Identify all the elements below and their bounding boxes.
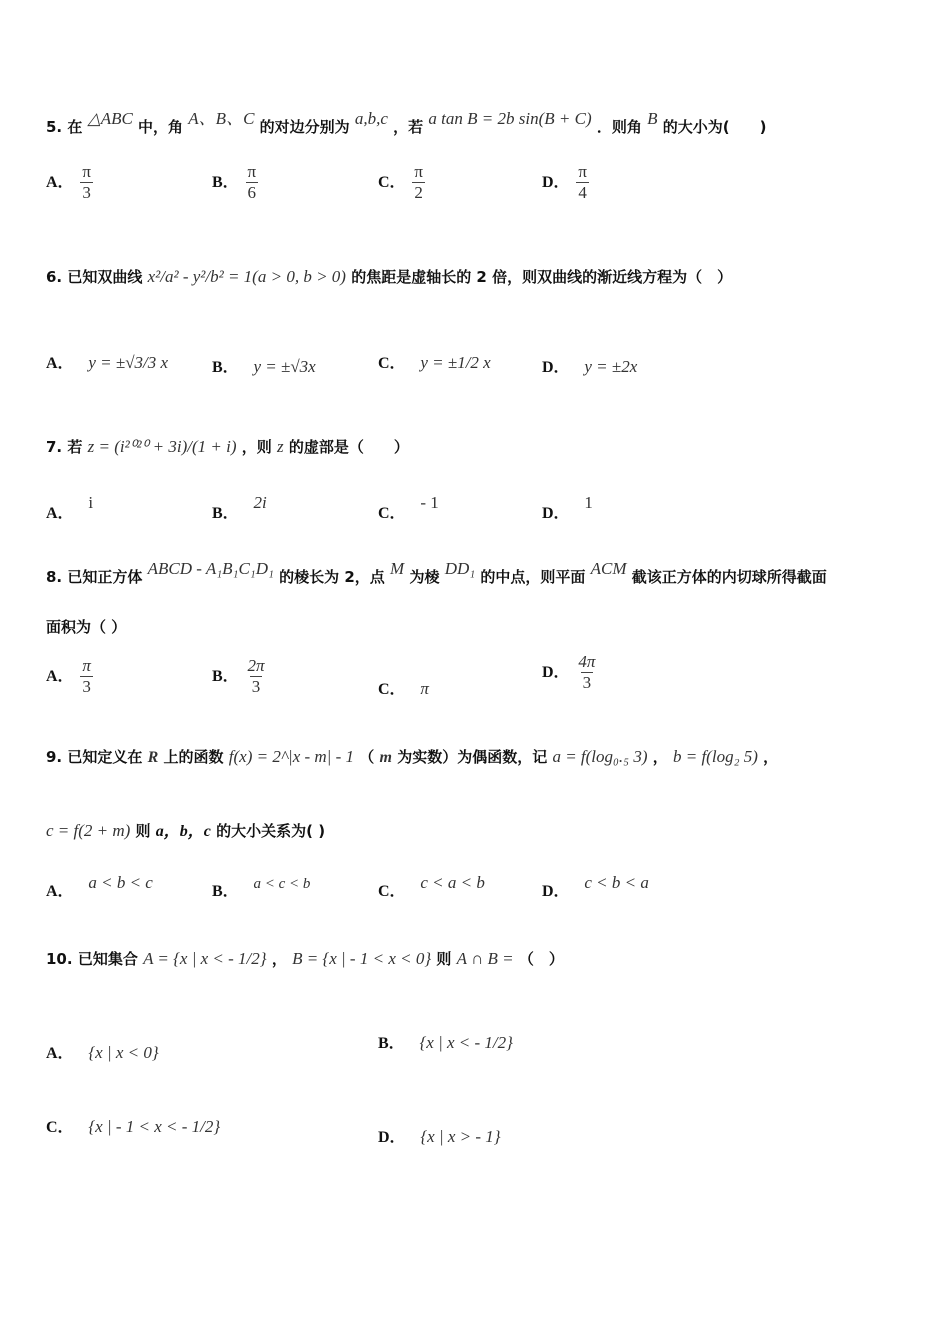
question-number: 5. — [46, 118, 63, 136]
question-number: 7. — [46, 438, 63, 456]
question-number: 6. — [46, 268, 63, 286]
option-d[interactable]: D． {x | x > - 1} — [378, 1127, 501, 1146]
option-c[interactable]: C． c < a < b — [378, 873, 485, 900]
option-d[interactable]: D． $\frac{4\pi}{3}$ — [542, 652, 596, 692]
question-9: 9. 已知定义在 R 上的函数 f(x) = 2^|x - m| - 1 （ m 为实数）为偶函数，记 a = f(log₀.₅ 3) ， b = f(log₂ 5) ， — [46, 747, 779, 766]
option-c[interactable]: C． y = ±1/2 x — [378, 353, 491, 372]
option-a[interactable]: A． i — [46, 493, 94, 522]
option-c[interactable]: C． π — [378, 679, 429, 698]
question-8-continued: 面积为（ ） — [46, 618, 127, 636]
question-7: 7. 若 z = (i²⁰²⁰ + 3i)/(1 + i) ，则 z 的虚部是（ ） — [46, 437, 409, 456]
option-c[interactable]: C． {x | - 1 < x < - 1/2} — [46, 1117, 221, 1136]
question-5: 5. 在 △ABC 中，角 A、B、C 的对边分别为 a,b,c ，若 a tan B = 2b sin(B + C) ．则角 B 的大小为( ) — [46, 109, 767, 136]
option-b[interactable]: B． a < c < b — [212, 876, 311, 900]
option-a[interactable]: A． y = ±√3/3 x — [46, 353, 169, 372]
option-c[interactable]: C． $\frac{\pi}{2}$ — [378, 162, 423, 202]
option-d[interactable]: D． $\frac{\pi}{4}$ — [542, 162, 587, 202]
question-number: 10. — [46, 950, 73, 968]
option-a[interactable]: A． {x | x < 0} — [46, 1043, 159, 1062]
question-number: 9. — [46, 748, 63, 766]
option-a[interactable]: A． $\frac{\pi}{3}$ — [46, 162, 91, 202]
question-8: 8. 已知正方体 ABCD - A₁B₁C₁D₁ 的棱长为 2，点 M 为棱 DD₁ 的中点，则平面 ACM 截该正方体的内切球所得截面 — [46, 559, 827, 586]
option-a[interactable]: A． $\frac{\pi}{3}$ — [46, 656, 91, 696]
option-b[interactable]: B． y = ±√3x — [212, 357, 316, 376]
option-b[interactable]: B． $\frac{2\pi}{3}$ — [212, 656, 265, 696]
option-b[interactable]: B． {x | x < - 1/2} — [378, 1033, 513, 1052]
option-b[interactable]: B． 2i — [212, 493, 267, 522]
option-d[interactable]: D． c < b < a — [542, 873, 649, 900]
option-b[interactable]: B． $\frac{\pi}{6}$ — [212, 162, 257, 202]
question-6: 6. 已知双曲线 x²/a² - y²/b² = 1(a > 0, b > 0) 的焦距是虚轴长的 2 倍，则双曲线的渐近线方程为（ ） — [46, 267, 733, 286]
option-c[interactable]: C． - 1 — [378, 493, 439, 522]
option-d[interactable]: D． y = ±2x — [542, 357, 638, 376]
option-d[interactable]: D． 1 — [542, 493, 593, 522]
question-number: 8. — [46, 568, 63, 586]
option-a[interactable]: A． a < b < c — [46, 873, 153, 900]
question-10: 10. 已知集合 A = {x | x < - 1/2} ， B = {x | - 1 < x < 0} 则 A ∩ B = （ ） — [46, 949, 564, 968]
question-9-continued: c = f(2 + m) 则 a，b，c 的大小关系为( ) — [46, 821, 326, 840]
